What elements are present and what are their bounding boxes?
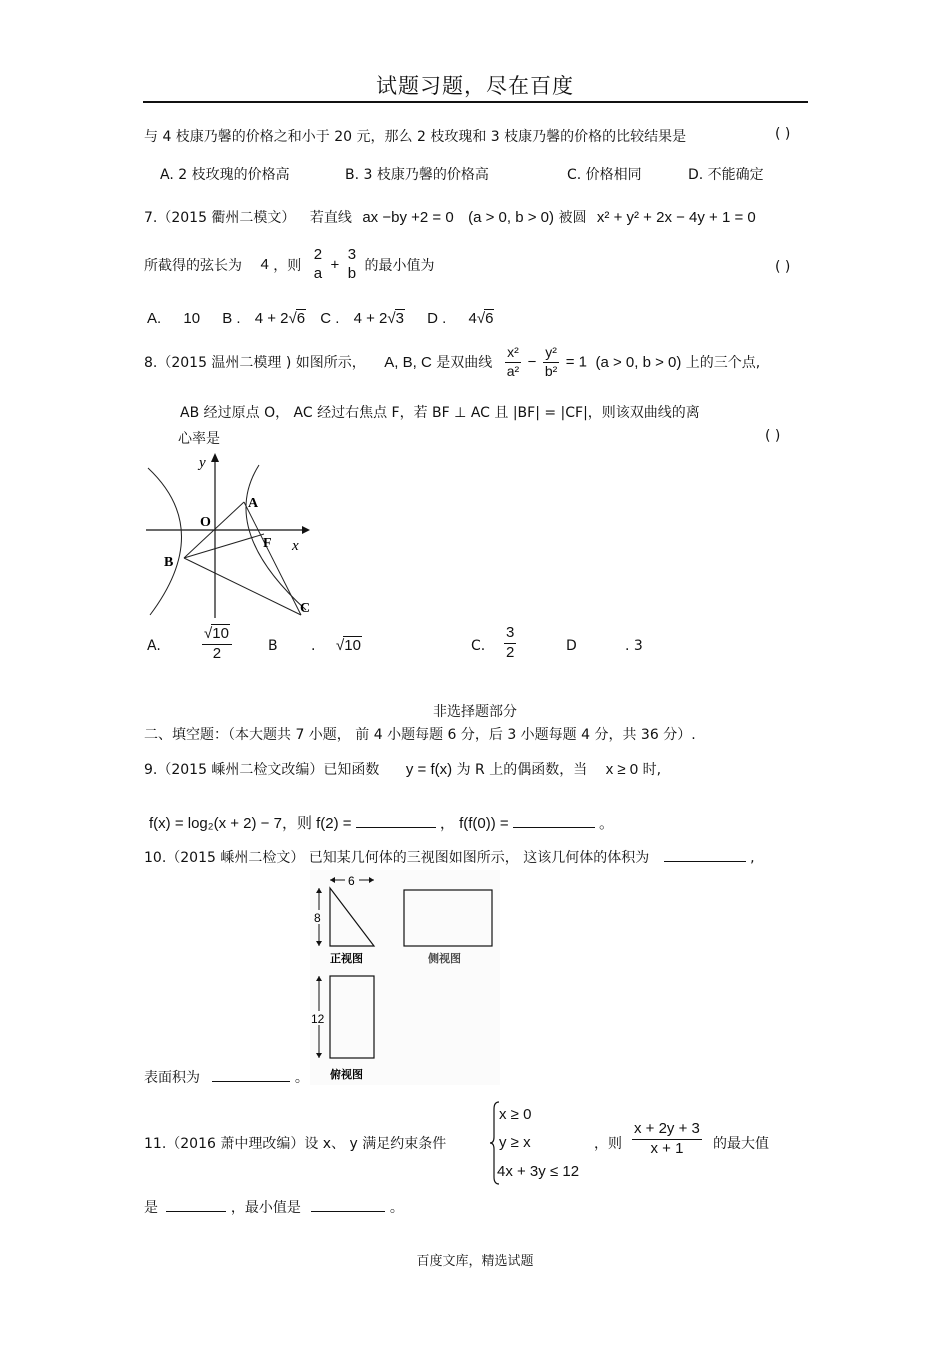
dim-8-label: 8 bbox=[314, 911, 321, 925]
q7-text4: ，则 bbox=[273, 257, 302, 274]
q8-option-a: $\frac{√10}{2}$ bbox=[200, 624, 234, 664]
q11-text4: ，最小值是 bbox=[230, 1200, 301, 1216]
q7-label: 7.（2015 衢州二模文） bbox=[144, 210, 296, 226]
q10-comma: , bbox=[750, 850, 755, 866]
header-rule bbox=[143, 101, 808, 103]
q11-min-blank[interactable] bbox=[311, 1197, 385, 1212]
q10-surface-blank[interactable] bbox=[212, 1067, 290, 1082]
label-a: A bbox=[248, 496, 259, 511]
q7-text2: 被圆 bbox=[558, 210, 587, 226]
q9-cond: x ≥ 0 bbox=[605, 761, 639, 778]
q6-text: 与 4 枝康乃馨的价格之和小于 20 元，那么 2 枝玫瑰和 3 枝康乃馨的价格的比较结果是 bbox=[144, 129, 687, 145]
q8-condition: (a > 0, b > 0) bbox=[595, 353, 682, 371]
q8-label: 8.（2015 温州二模理 ) 如图所示， bbox=[144, 355, 366, 371]
q11-text3: 是 bbox=[144, 1200, 158, 1216]
q7-fraction-3-b: 3 b bbox=[347, 246, 357, 282]
q8-option-b: √10 bbox=[336, 637, 361, 654]
q9-definition: f(x) = log₂(x + 2) − 7，则 f(2) = bbox=[149, 815, 352, 832]
q8-option-d-label: D bbox=[566, 638, 577, 654]
label-y: y bbox=[199, 455, 206, 471]
q7-fraction-2-a: 2 a bbox=[313, 246, 323, 282]
label-f: F bbox=[263, 536, 272, 551]
hyperbola-left-branch bbox=[148, 468, 182, 615]
q8-option-a-label: A. bbox=[147, 638, 161, 654]
figure-background bbox=[310, 870, 500, 1085]
page-title: 试题习题，尽在百度 bbox=[376, 74, 574, 98]
q10-end: 。 bbox=[294, 1070, 309, 1086]
q7-text3: 所截得的弦长为 bbox=[144, 257, 242, 274]
q11-text2: 的最大值 bbox=[713, 1136, 769, 1152]
label-b: B bbox=[164, 555, 174, 570]
q6-option-a: A. 2 枝玫瑰的价格高 bbox=[160, 167, 290, 183]
segment-ac bbox=[244, 502, 301, 615]
q8-bracket: ( ) bbox=[765, 428, 781, 444]
footer-text: 百度文库，精选试题 bbox=[416, 1254, 534, 1269]
front-view-label: 正视图 bbox=[330, 952, 363, 965]
q7-condition: (a > 0, b > 0) bbox=[468, 209, 555, 226]
q7-options: A. 10 B . 4 + 2√6 C . 4 + 2√3 D . 4√6 bbox=[147, 310, 494, 327]
q7-line-equation: ax −by +2 = 0 bbox=[362, 209, 454, 226]
q7-plus: + bbox=[330, 256, 340, 274]
q8-minus: − bbox=[527, 353, 537, 371]
label-o: O bbox=[200, 515, 211, 530]
q8-fraction-x: $\frac{\text{x²}}{\text{a²}}$ bbox=[506, 344, 520, 379]
q7-text5: 的最小值为 bbox=[364, 257, 435, 274]
q8-fraction-y: $\frac{\text{y²}}{\text{b²}}$ bbox=[544, 344, 558, 379]
q8-option-c-label: C. bbox=[471, 638, 486, 654]
q11-text1: ，则 bbox=[594, 1136, 622, 1152]
q11-fraction: $\frac{x + 2y + 3}{x + 1}$ bbox=[634, 1120, 700, 1157]
q10-volume-blank[interactable] bbox=[664, 847, 746, 862]
q8-line2: AB 经过原点 O， AC 经过右焦点 F，若 BF ⊥ AC 且 |BF| = |CF|，则该双曲线的离 bbox=[180, 405, 700, 421]
q8-option-b-dot: . bbox=[311, 638, 316, 654]
segment-bc bbox=[184, 558, 301, 615]
q8-eq1: = 1 bbox=[565, 353, 587, 371]
side-view-label: 侧视图 bbox=[428, 952, 461, 965]
fill-in-title: 二、填空题：（本大题共 7 小题， 前 4 小题每题 6 分，后 3 小题每题 4 分，共 36 分）. bbox=[144, 727, 696, 743]
q8-option-d: . 3 bbox=[625, 638, 643, 654]
q10-label: 10.（2015 嵊州二检文） 已知某几何体的三视图如图所示， 这该几何体的体积为 bbox=[144, 850, 650, 866]
q8-points: A, B, C bbox=[384, 353, 432, 371]
q9-text2: 时, bbox=[642, 762, 662, 778]
q10-surface-label: 表面积为 bbox=[144, 1070, 200, 1086]
q9-text1: 为 R 上的偶函数，当 bbox=[456, 762, 588, 778]
q8-text2: 上的三个点, bbox=[685, 355, 761, 371]
q9-mid: ， f(f(0)) = bbox=[439, 815, 509, 832]
top-view-label: 俯视图 bbox=[330, 1068, 363, 1081]
q6-option-d: D. 不能确定 bbox=[688, 167, 764, 183]
hyperbola-figure bbox=[144, 450, 319, 620]
q6-option-c: C. 价格相同 bbox=[567, 167, 642, 183]
label-c: C bbox=[300, 601, 311, 616]
section-title: 非选择题部分 bbox=[433, 704, 517, 720]
label-x: x bbox=[292, 538, 299, 554]
q6-bracket: ( ) bbox=[775, 126, 791, 142]
q11-constraint-3: 4x + 3y ≤ 12 bbox=[497, 1163, 580, 1180]
q8-text1: 是双曲线 bbox=[436, 355, 493, 371]
q8-line3: 心率是 bbox=[178, 431, 220, 447]
dim-6-label: 6 bbox=[348, 874, 355, 888]
q8-option-c: $\frac{3}{2}$ bbox=[506, 624, 515, 661]
y-axis-arrow-icon bbox=[211, 453, 219, 462]
segment-bf bbox=[184, 534, 264, 558]
q11-constraint-1: x ≥ 0 bbox=[499, 1106, 532, 1123]
q11-label: 11.（2016 萧中理改编）设 x、 y 满足约束条件 bbox=[144, 1136, 447, 1152]
q7-text1: 若直线 bbox=[309, 210, 352, 226]
q9-blank-2[interactable] bbox=[513, 813, 595, 828]
dim-12-label: 12 bbox=[311, 1012, 325, 1026]
q7-circle-equation: x² + y² + 2x − 4y + 1 = 0 bbox=[596, 209, 756, 226]
q11-constraint-2: y ≥ x bbox=[499, 1134, 531, 1151]
q9-label: 9.（2015 嵊州二检文改编）已知函数 bbox=[144, 762, 380, 778]
q6-option-b: B. 3 枝康乃馨的价格高 bbox=[345, 167, 489, 183]
q8-option-b-label: B bbox=[268, 638, 278, 654]
q11-max-blank[interactable] bbox=[166, 1197, 226, 1212]
q11-end: 。 bbox=[389, 1200, 404, 1216]
q7-chord: 4 bbox=[260, 256, 269, 274]
q7-bracket: ( ) bbox=[775, 259, 791, 275]
q9-func: y = f(x) bbox=[405, 761, 453, 778]
q9-end: 。 bbox=[599, 815, 615, 832]
x-axis-arrow-icon bbox=[302, 526, 310, 534]
three-view-figure bbox=[310, 870, 500, 1085]
q9-blank-1[interactable] bbox=[356, 813, 436, 828]
